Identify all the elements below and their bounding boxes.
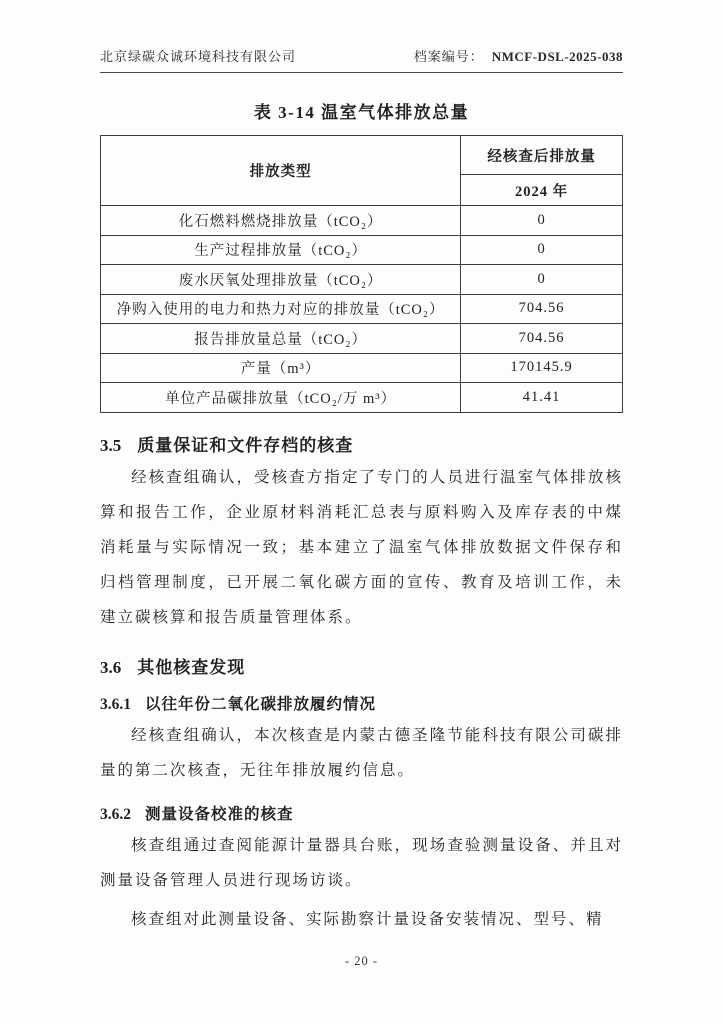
section-number: 3.6.2 — [100, 805, 131, 823]
archive-label: 档案编号： — [413, 49, 484, 64]
section-number: 3.6 — [100, 657, 122, 677]
section-number: 3.6.1 — [100, 695, 131, 713]
emission-value-cell: 704.56 — [461, 294, 623, 324]
emission-value-cell: 41.41 — [461, 383, 623, 413]
section-3-5-heading — [100, 431, 623, 456]
table-row — [101, 265, 623, 295]
section-3-6-2-paragraph-1: 核查组通过查阅能源计量器具台账，现场查验测量设备、并且对测量设备管理人员进行现场访谈。 — [100, 836, 623, 889]
emission-value-cell: 0 — [461, 206, 623, 236]
section-title: 以往年份二氧化碳排放履约情况 — [145, 695, 377, 713]
archive-number: NMCF-DSL-2025-038 — [491, 49, 623, 64]
table-row — [101, 206, 623, 236]
emission-value-cell: 170145.9 — [461, 353, 623, 383]
section-number: 3.5 — [100, 435, 122, 455]
table-row — [101, 294, 623, 324]
section-title: 质量保证和文件存档的核查 — [137, 435, 354, 455]
table-row — [101, 324, 623, 354]
company-name: 北京绿碳众诚环境科技有限公司 — [100, 49, 297, 64]
section-3-6-heading — [100, 653, 623, 678]
emission-type-cell: 化石燃料燃烧排放量（tCO₂） — [101, 206, 461, 236]
page-header — [100, 46, 623, 73]
year-header-cell: 2024 年 — [461, 175, 623, 206]
emissions-table — [100, 135, 623, 413]
archive-number-group — [414, 46, 623, 65]
table-row — [101, 235, 623, 265]
emission-type-cell: 生产过程排放量（tCO₂） — [101, 235, 461, 265]
section-3-6-1-heading — [100, 692, 623, 714]
emission-value-cell: 0 — [461, 235, 623, 265]
emission-value-cell: 0 — [461, 265, 623, 295]
section-3-6-2-heading — [100, 802, 623, 824]
emission-type-cell: 单位产品碳排放量（tCO₂/万 m³） — [101, 383, 461, 413]
page-number: - 20 - — [344, 954, 379, 968]
table-caption: 表 3-14 温室气体排放总量 — [253, 103, 470, 122]
emission-type-cell: 产量（m³） — [101, 353, 461, 383]
verified-emission-header-cell: 经核查后排放量 — [461, 136, 623, 175]
emission-value-cell: 704.56 — [461, 324, 623, 354]
emission-type-header-cell: 排放类型 — [101, 136, 461, 206]
section-3-6-1-paragraph: 经核查组确认，本次核查是内蒙古德圣隆节能科技有限公司碳排量的第二次核查，无往年排放履约信息。 — [100, 726, 623, 779]
emission-type-cell: 净购入使用的电力和热力对应的排放量（tCO₂） — [101, 294, 461, 324]
section-title: 测量设备校准的核查 — [145, 805, 294, 823]
emission-type-cell: 废水厌氧处理排放量（tCO₂） — [101, 265, 461, 295]
table-header-row — [101, 136, 623, 175]
emission-type-cell: 报告排放量总量（tCO₂） — [101, 324, 461, 354]
section-3-6-2-paragraph-2: 核查组对此测量设备、实际勘察计量设备安装情况、型号、精 — [131, 910, 604, 928]
table-row — [101, 353, 623, 383]
page-content — [100, 46, 623, 937]
section-title: 其他核查发现 — [137, 657, 246, 677]
section-3-5-paragraph: 经核查组确认，受核查方指定了专门的人员进行温室气体排放核算和报告工作，企业原材料消耗汇总表与原料购入及库存表的中煤消耗量与实际情况一致；基本建立了温室气体排放数据文件保存和归档管理制度，已开展二氧化碳方面的宣传、教育及培训工作，未建立碳核算和报告质量管理体系。 — [100, 468, 623, 626]
table-row — [101, 383, 623, 413]
